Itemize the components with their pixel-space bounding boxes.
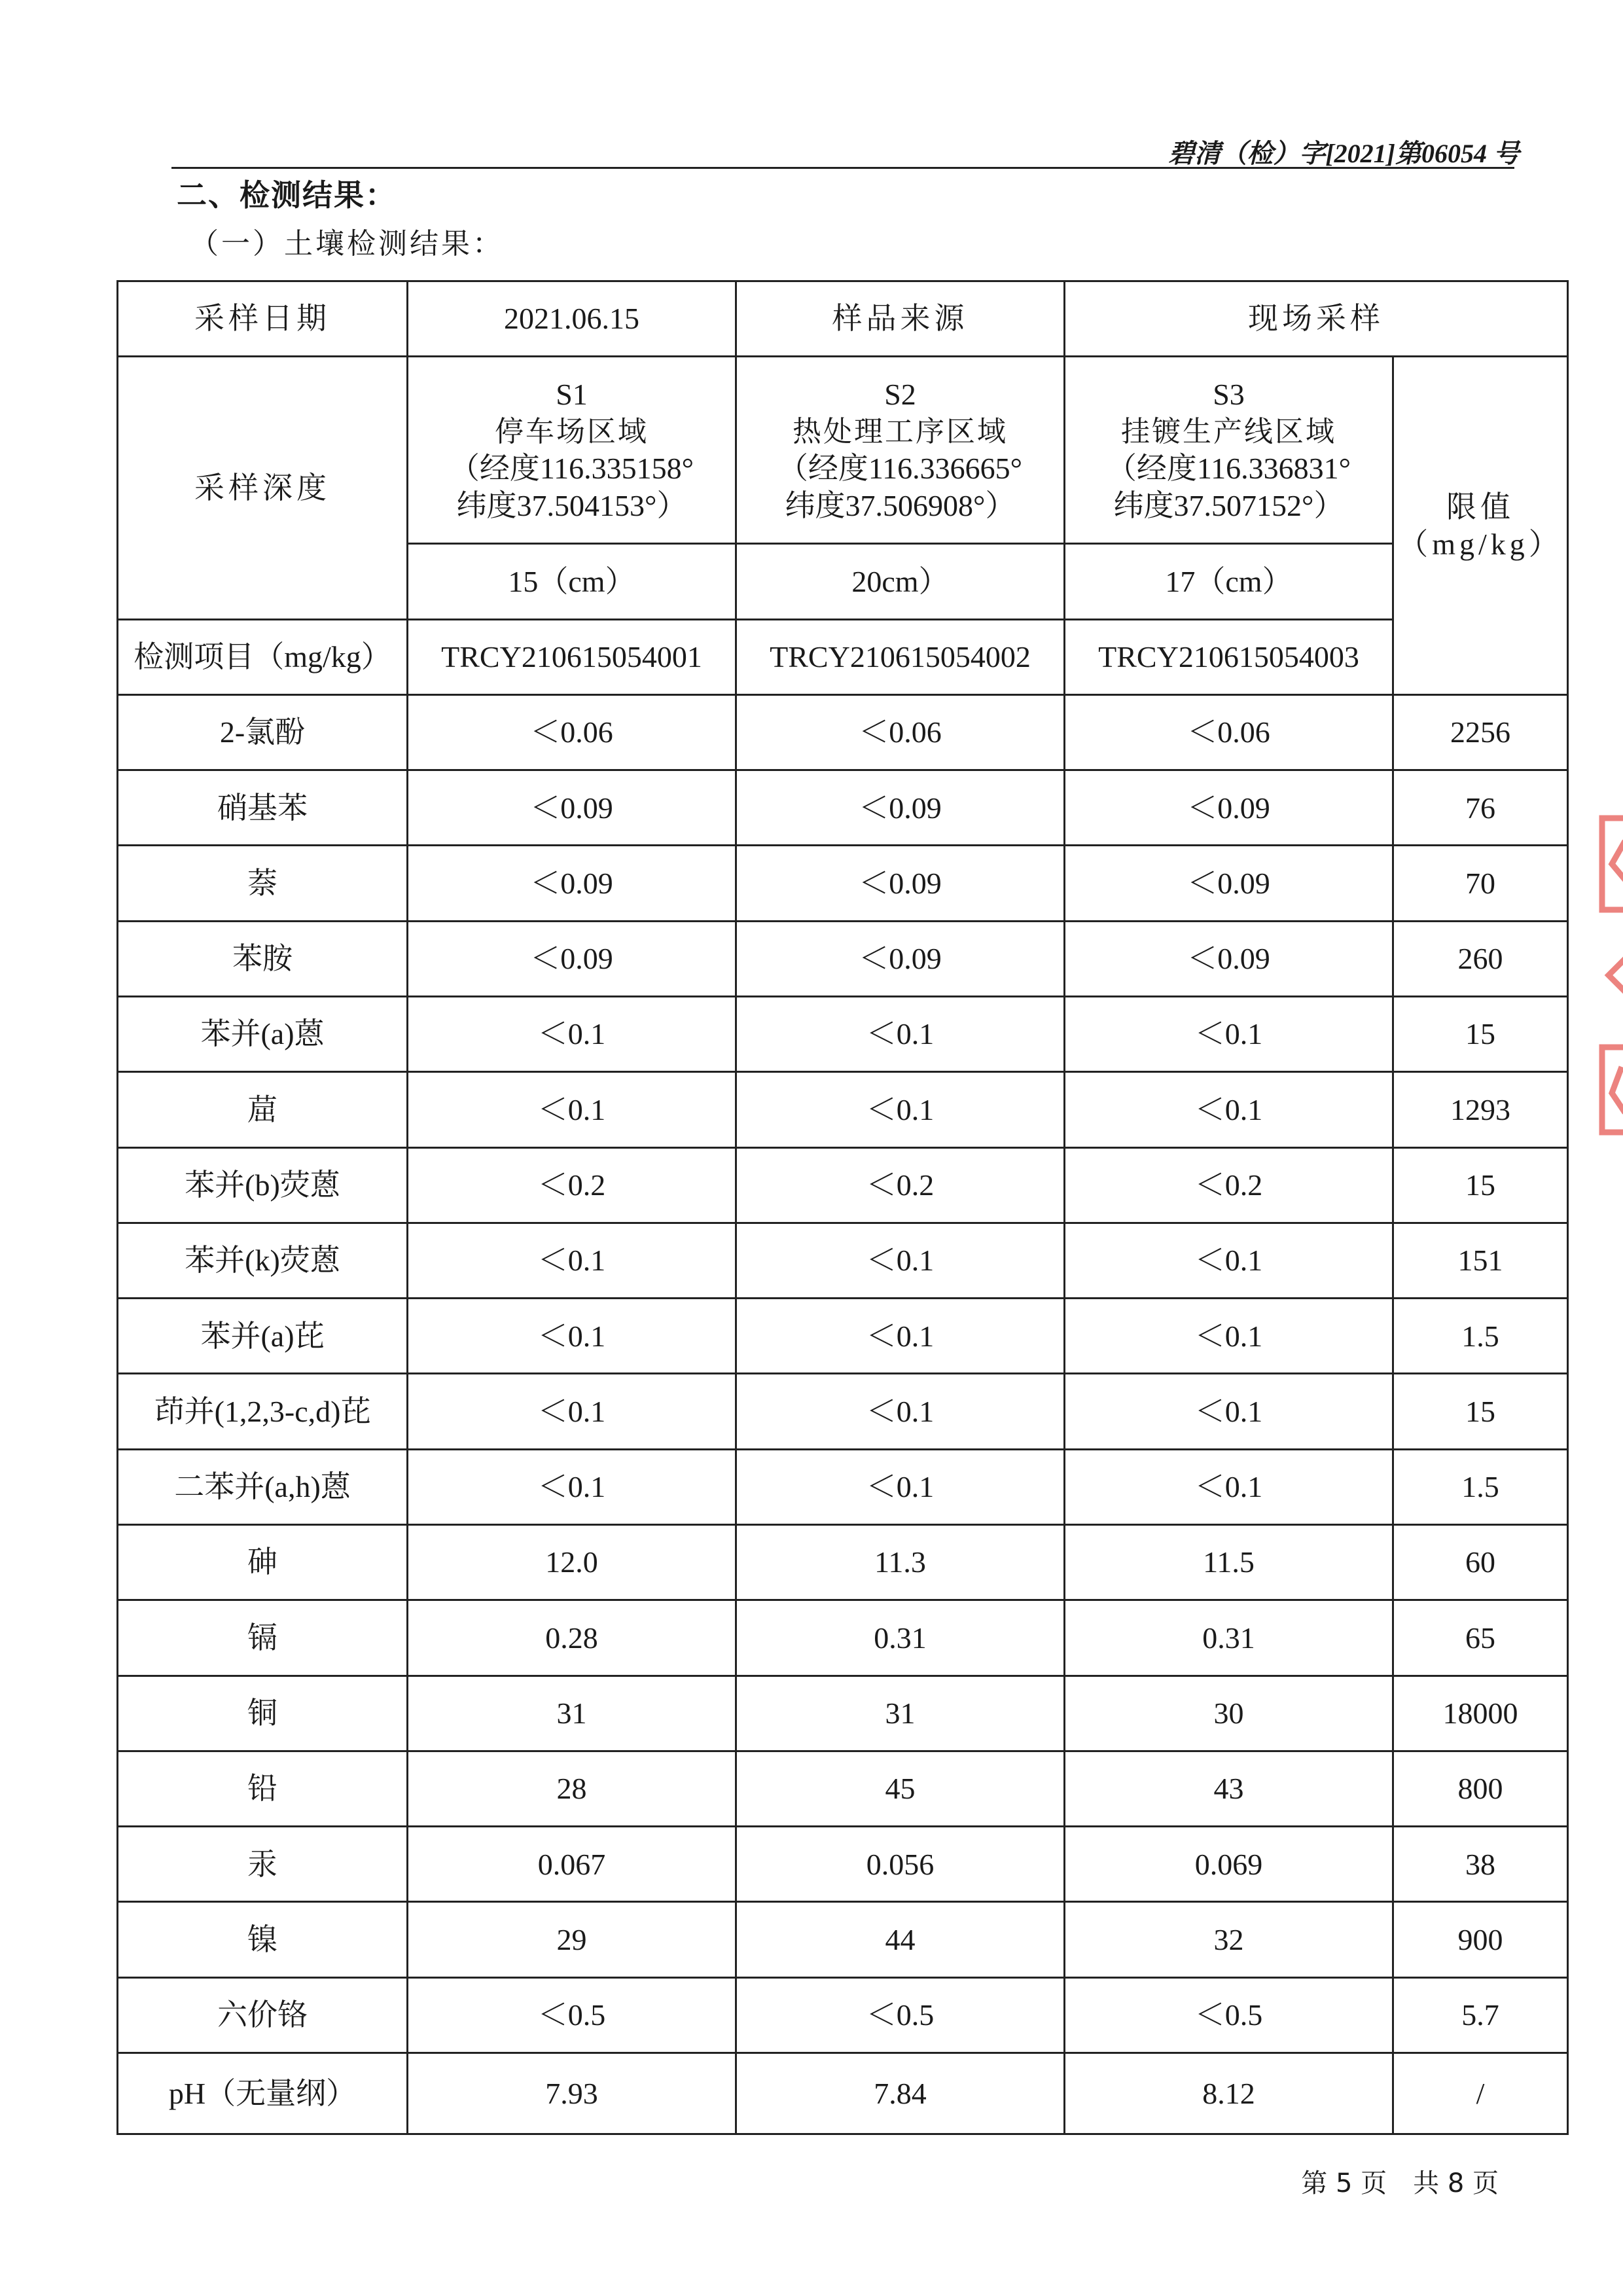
value-s2: 11.3	[736, 1525, 1065, 1600]
table-row	[118, 2053, 1568, 2134]
value-s2: ＜0.09	[736, 770, 1065, 846]
table-row	[118, 1676, 1568, 1751]
value-s2: ＜0.1	[736, 1223, 1065, 1298]
analyte-name: 镍	[118, 1902, 408, 1977]
analyte-name: 苯并(a)蒽	[118, 997, 408, 1072]
site-cell	[408, 357, 736, 544]
value-s1: 7.93	[408, 2053, 736, 2134]
value-s1: 12.0	[408, 1525, 736, 1600]
value-s3: ＜0.06	[1065, 694, 1393, 770]
value-s2: 0.056	[736, 1827, 1065, 1902]
limit-value: /	[1393, 2053, 1568, 2134]
value-s1: ＜0.5	[408, 1977, 736, 2053]
site-cell	[1065, 357, 1393, 544]
analyte-name: 铜	[118, 1676, 408, 1751]
value-s1: ＜0.1	[408, 1223, 736, 1298]
limit-value: 18000	[1393, 1676, 1568, 1751]
value-s2: ＜0.09	[736, 921, 1065, 996]
analyte-name: 萘	[118, 846, 408, 921]
value-s1: ＜0.2	[408, 1147, 736, 1223]
value-s3: 0.31	[1065, 1600, 1393, 1676]
table-row	[118, 1147, 1568, 1223]
value-s2: ＜0.06	[736, 694, 1065, 770]
analyte-name: 苯并(a)芘	[118, 1299, 408, 1374]
value-s3: 0.069	[1065, 1827, 1393, 1902]
table-row	[118, 846, 1568, 921]
value-s1: 0.28	[408, 1600, 736, 1676]
analyte-name: 苯胺	[118, 921, 408, 996]
sampling-date-label: 采样日期	[118, 281, 408, 357]
limit-value: 1293	[1393, 1072, 1568, 1147]
report-number: 碧清（检）字[2021]第06054 号	[1168, 139, 1520, 168]
site-code: S2	[884, 378, 916, 412]
value-s2: ＜0.1	[736, 1072, 1065, 1147]
value-s3: 32	[1065, 1902, 1393, 1977]
limit-label: 限值	[1446, 490, 1514, 524]
analyte-name: 苯并(k)荧蒽	[118, 1223, 408, 1298]
table-header-row	[118, 281, 1568, 357]
limit-value: 15	[1393, 997, 1568, 1072]
value-s2: ＜0.1	[736, 1299, 1065, 1374]
site-depth: 17（cm）	[1065, 544, 1393, 619]
value-s1: ＜0.1	[408, 997, 736, 1072]
subsection-title: （一）土壤检测结果：	[190, 227, 504, 260]
value-s2: 45	[736, 1751, 1065, 1826]
value-s2: ＜0.1	[736, 1374, 1065, 1449]
site-area: 热处理工序区域	[793, 414, 1008, 448]
value-s1: ＜0.1	[408, 1374, 736, 1449]
value-s1: ＜0.06	[408, 694, 736, 770]
site-code: S3	[1213, 378, 1245, 412]
site-depth: 20cm）	[736, 544, 1065, 619]
sample-id: TRCY210615054001	[408, 619, 736, 694]
value-s3: 11.5	[1065, 1525, 1393, 1600]
value-s3: ＜0.1	[1065, 1072, 1393, 1147]
value-s3: 8.12	[1065, 2053, 1393, 2134]
value-s3: ＜0.1	[1065, 1374, 1393, 1449]
table-row	[118, 1977, 1568, 2053]
analyte-name: 镉	[118, 1600, 408, 1676]
value-s3: ＜0.5	[1065, 1977, 1393, 2053]
red-seal-stamp	[1589, 805, 1623, 1145]
table-row	[118, 1751, 1568, 1826]
table-row	[118, 1223, 1568, 1298]
section-title: 二、检测结果：	[177, 177, 397, 213]
table-row	[118, 1374, 1568, 1449]
analyte-name: pH（无量纲）	[118, 2053, 408, 2134]
value-s1: ＜0.09	[408, 921, 736, 996]
value-s1: 29	[408, 1902, 736, 1977]
sampling-depth-label: 采样深度	[118, 357, 408, 619]
value-s3: ＜0.09	[1065, 921, 1393, 996]
value-s1: 0.067	[408, 1827, 736, 1902]
soil-results-table	[116, 280, 1569, 2135]
sample-source-label: 样品来源	[736, 281, 1065, 357]
site-area: 挂镀生产线区域	[1121, 414, 1336, 448]
site-longitude: （经度116.335158°	[449, 451, 694, 485]
limit-value: 2256	[1393, 694, 1568, 770]
limit-unit: （mg/kg）	[1398, 528, 1563, 562]
table-row	[118, 997, 1568, 1072]
site-code: S1	[556, 378, 588, 412]
value-s2: ＜0.09	[736, 846, 1065, 921]
site-cell	[736, 357, 1065, 544]
sample-id-row	[118, 619, 1568, 694]
header-divider	[171, 167, 1514, 169]
limit-value: 260	[1393, 921, 1568, 996]
value-s2: 0.31	[736, 1600, 1065, 1676]
value-s3: ＜0.1	[1065, 1299, 1393, 1374]
page-footer: 第 5 页 共 8 页	[1301, 2168, 1499, 2198]
limit-value: 76	[1393, 770, 1568, 846]
sampling-date: 2021.06.15	[408, 281, 736, 357]
analyte-name: 䓛	[118, 1072, 408, 1147]
site-latitude: 纬度37.507152°）	[1113, 489, 1344, 523]
limit-value: 900	[1393, 1902, 1568, 1977]
value-s2: 31	[736, 1676, 1065, 1751]
value-s3: 43	[1065, 1751, 1393, 1826]
analyte-name: 铅	[118, 1751, 408, 1826]
analyte-name: 2-氯酚	[118, 694, 408, 770]
site-longitude: （经度116.336665°	[777, 451, 1023, 485]
limit-value: 38	[1393, 1827, 1568, 1902]
sample-source: 现场采样	[1065, 281, 1568, 357]
limit-value: 151	[1393, 1223, 1568, 1298]
value-s3: ＜0.2	[1065, 1147, 1393, 1223]
limit-value: 60	[1393, 1525, 1568, 1600]
table-row	[118, 1072, 1568, 1147]
limit-value: 1.5	[1393, 1449, 1568, 1524]
sample-id: TRCY210615054002	[736, 619, 1065, 694]
table-row	[118, 1600, 1568, 1676]
site-latitude: 纬度37.504153°）	[456, 489, 687, 523]
table-row	[118, 1902, 1568, 1977]
value-s2: ＜0.1	[736, 997, 1065, 1072]
item-label: 检测项目（mg/kg）	[118, 619, 408, 694]
value-s3: ＜0.1	[1065, 1223, 1393, 1298]
value-s1: 28	[408, 1751, 736, 1826]
limit-value: 65	[1393, 1600, 1568, 1676]
table-row	[118, 694, 1568, 770]
table-row	[118, 1525, 1568, 1600]
analyte-name: 硝基苯	[118, 770, 408, 846]
table-row	[118, 921, 1568, 996]
value-s3: 30	[1065, 1676, 1393, 1751]
table-row	[118, 770, 1568, 846]
value-s2: ＜0.2	[736, 1147, 1065, 1223]
site-longitude: （经度116.336831°	[1106, 451, 1351, 485]
table-row	[118, 1299, 1568, 1374]
analyte-name: 苯并(b)荧蒽	[118, 1147, 408, 1223]
seal-fragment-icon	[1589, 805, 1623, 1145]
analyte-name: 汞	[118, 1827, 408, 1902]
value-s1: ＜0.1	[408, 1072, 736, 1147]
limit-header	[1393, 357, 1568, 695]
limit-value: 800	[1393, 1751, 1568, 1826]
limit-value: 15	[1393, 1374, 1568, 1449]
site-info-row	[118, 357, 1568, 544]
analyte-name: 茚并(1,2,3-c,d)芘	[118, 1374, 408, 1449]
value-s1: ＜0.09	[408, 770, 736, 846]
limit-value: 5.7	[1393, 1977, 1568, 2053]
value-s3: ＜0.09	[1065, 770, 1393, 846]
site-depth: 15（cm）	[408, 544, 736, 619]
analyte-name: 六价铬	[118, 1977, 408, 2053]
value-s2: 44	[736, 1902, 1065, 1977]
value-s1: ＜0.09	[408, 846, 736, 921]
value-s3: ＜0.09	[1065, 846, 1393, 921]
analyte-name: 砷	[118, 1525, 408, 1600]
table-row	[118, 1449, 1568, 1524]
value-s2: ＜0.5	[736, 1977, 1065, 2053]
value-s1: ＜0.1	[408, 1299, 736, 1374]
value-s2: 7.84	[736, 2053, 1065, 2134]
site-latitude: 纬度37.506908°）	[785, 489, 1016, 523]
value-s3: ＜0.1	[1065, 997, 1393, 1072]
site-area: 停车场区域	[495, 414, 649, 448]
sample-id: TRCY210615054003	[1065, 619, 1393, 694]
analyte-name: 二苯并(a,h)蒽	[118, 1449, 408, 1524]
value-s1: 31	[408, 1676, 736, 1751]
limit-value: 70	[1393, 846, 1568, 921]
limit-value: 1.5	[1393, 1299, 1568, 1374]
value-s2: ＜0.1	[736, 1449, 1065, 1524]
table-row	[118, 1827, 1568, 1902]
value-s3: ＜0.1	[1065, 1449, 1393, 1524]
limit-value: 15	[1393, 1147, 1568, 1223]
value-s1: ＜0.1	[408, 1449, 736, 1524]
